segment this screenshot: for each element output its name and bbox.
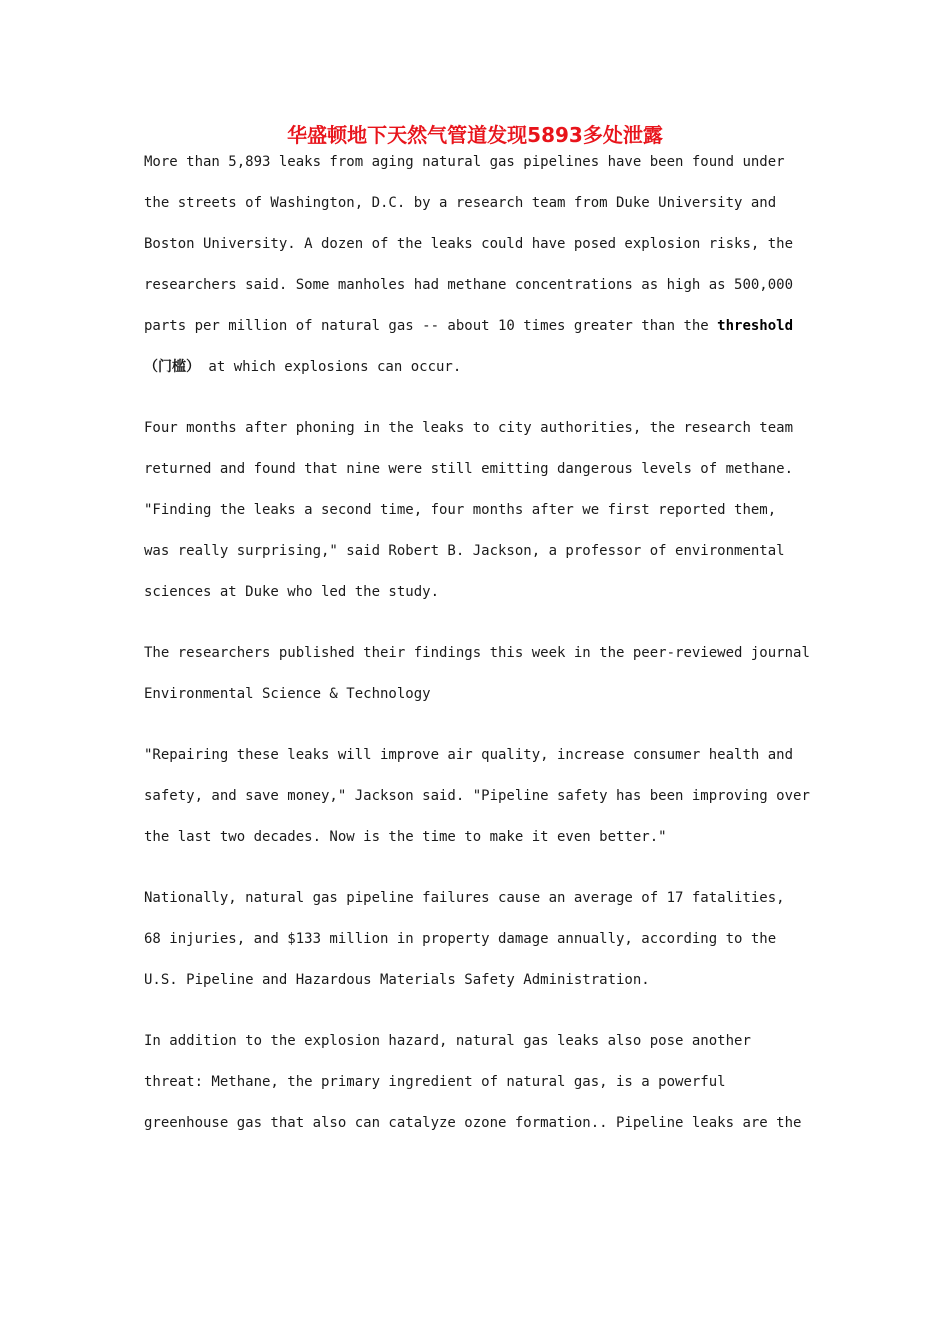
paragraph-5 [144, 886, 824, 1009]
text-line: sciences at Duke who led the study. [144, 584, 440, 600]
paragraph-1 [144, 150, 824, 396]
text-line: greenhouse gas that also can catalyze ozone formation.. Pipeline leaks are the [144, 1115, 802, 1131]
text-line: Boston University. A dozen of the leaks could have posed explosion risks, the [144, 236, 794, 252]
text-line [144, 355, 824, 396]
text-line: In addition to the explosion hazard, natural gas leaks also pose another [144, 1033, 751, 1049]
text-line: the last two decades. Now is the time to make it even better." [144, 829, 667, 845]
paragraph-3 [144, 641, 824, 723]
paragraph-6 [144, 1029, 824, 1152]
text-line: The researchers published their findings this week in the peer-reviewed journal [144, 645, 810, 661]
vocabulary-keyword: threshold [717, 318, 794, 334]
document-title: 华盛顿地下天然气管道发现5893多处泄露 [287, 123, 663, 147]
text-line: Four months after phoning in the leaks to city authorities, the research team [144, 420, 794, 436]
text-line: returned and found that nine were still emitting dangerous levels of methane. [144, 461, 794, 477]
text-line: threat: Methane, the primary ingredient of natural gas, is a powerful [144, 1074, 726, 1090]
text-line: U.S. Pipeline and Hazardous Materials Safety Administration. [144, 972, 650, 988]
text-line: safety, and save money," Jackson said. "Pipeline safety has been improving over [144, 788, 810, 804]
text-segment: parts per million of natural gas -- about 10 times greater than the [144, 318, 718, 334]
text-segment: at which explosions can occur. [200, 359, 462, 375]
text-line: "Repairing these leaks will improve air quality, increase consumer health and [144, 747, 794, 763]
text-line [144, 314, 824, 355]
text-line: researchers said. Some manholes had methane concentrations as high as 500,000 [144, 277, 794, 293]
vocabulary-gloss: （门槛） [144, 359, 200, 375]
text-line: the streets of Washington, D.C. by a research team from Duke University and [144, 195, 777, 211]
text-line: "Finding the leaks a second time, four months after we first reported them, [144, 502, 777, 518]
text-line: More than 5,893 leaks from aging natural gas pipelines have been found under [144, 154, 785, 170]
text-line: was really surprising," said Robert B. Jackson, a professor of environmental [144, 543, 785, 559]
paragraph-2 [144, 416, 824, 621]
paragraph-4 [144, 743, 824, 866]
article-body [144, 150, 824, 1172]
text-line: Nationally, natural gas pipeline failures cause an average of 17 fatalities, [144, 890, 785, 906]
text-line: 68 injuries, and $133 million in property damage annually, according to the [144, 931, 777, 947]
text-line: Environmental Science & Technology [144, 686, 431, 702]
